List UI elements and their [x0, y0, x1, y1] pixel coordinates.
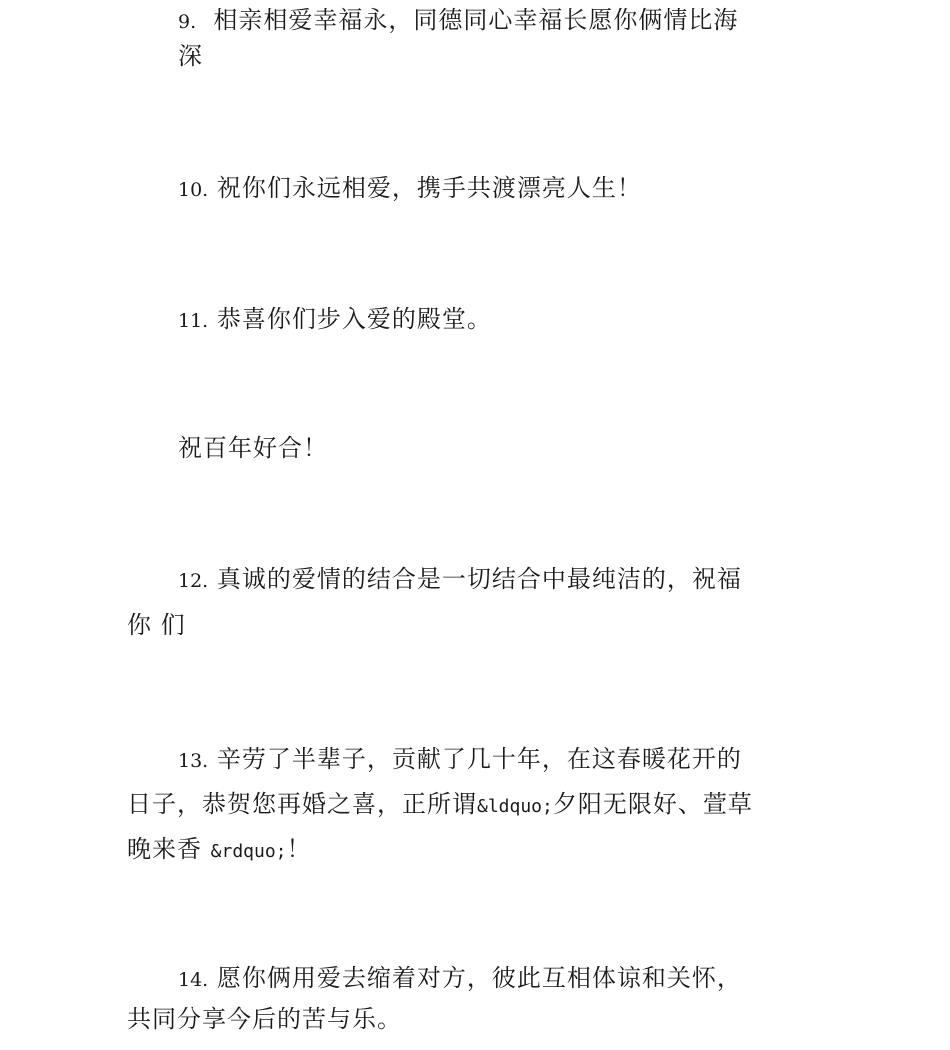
- item-13-line-1: [178, 743, 742, 777]
- item-13-line-2: [127, 788, 753, 823]
- item-10-line-1: [178, 172, 642, 206]
- item-14-line-1: [178, 962, 742, 996]
- item-13-text-3a: 晚来香: [127, 835, 211, 863]
- item-10-text-1: 祝你们永远相爱，携手共渡漂亮人生！: [216, 174, 642, 202]
- item-13-text-1: 辛劳了半辈子，贡献了几十年，在这春暖花开的: [216, 745, 742, 773]
- item-14-line-2: [127, 1003, 402, 1035]
- item-11-line-1: [178, 303, 492, 337]
- item-13-line-3: [127, 833, 312, 868]
- item-11-number: 11.: [178, 310, 209, 332]
- item-9-number: 9.: [178, 11, 197, 33]
- item-12-number: 12.: [178, 570, 209, 592]
- item-13-number: 13.: [178, 750, 209, 772]
- item-9-text-2: 深: [178, 42, 203, 70]
- item-13-text-3b: ！: [286, 835, 312, 863]
- item-13-text-2a: 日子，恭贺您再婚之喜，正所谓: [127, 790, 477, 818]
- item-9-line-1: [178, 4, 738, 38]
- item-13-rdquo-entity: &rdquo;: [210, 841, 287, 862]
- item-13-ldquo-entity: &ldquo;: [477, 796, 553, 817]
- blessing-text: 祝百年好合！: [178, 434, 328, 462]
- item-12-line-1: [178, 563, 742, 597]
- blessing-line: [178, 432, 328, 464]
- item-12-text-2: 你 们: [127, 611, 186, 639]
- item-10-number: 10.: [178, 179, 209, 201]
- item-11-text-1: 恭喜你们步入爱的殿堂。: [216, 305, 492, 333]
- item-9-line-2: [178, 40, 203, 72]
- item-13-text-2b: 夕阳无限好、萱草: [552, 790, 753, 818]
- item-14-text-2: 共同分享今后的苦与乐。: [127, 1005, 402, 1033]
- item-14-number: 14.: [178, 969, 209, 991]
- item-14-text-1: 愿你俩用爱去缩着对方，彼此互相体谅和关怀，: [216, 964, 742, 992]
- item-12-line-2: [127, 609, 186, 641]
- item-12-text-1: 真诚的爱情的结合是一切结合中最纯洁的，祝福: [216, 565, 742, 593]
- item-9-text-1: 相亲相爱幸福永，同德同心幸福长愿你俩情比海: [213, 6, 739, 34]
